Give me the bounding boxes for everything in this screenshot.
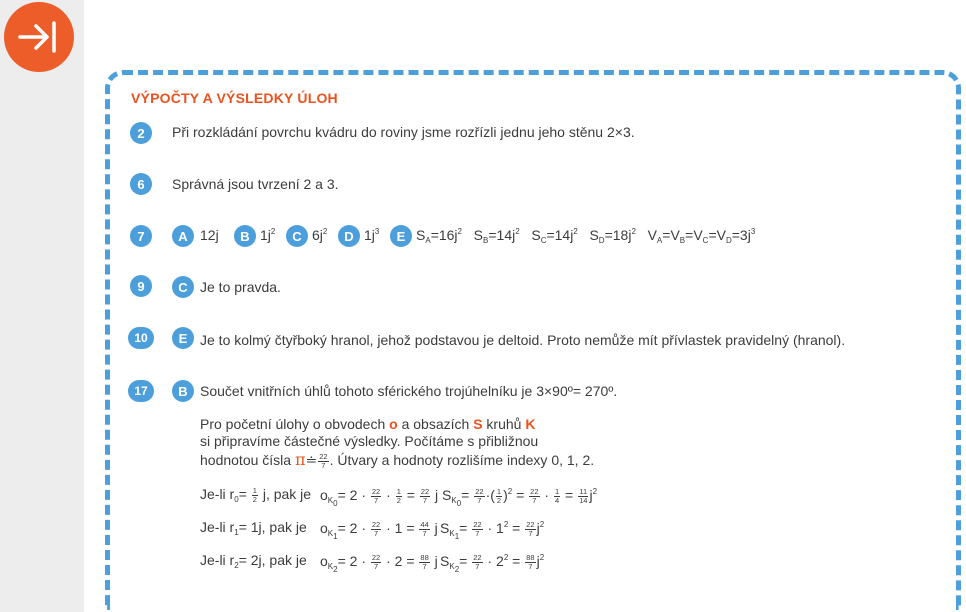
task-17-note-line3: hodnotou čísla π≐ $\frac{22}{7}$ . Útvary a hodnoty rozlišíme indexy 0, 1, 2. (200, 450, 595, 470)
task-9-letter-badge: C (172, 276, 194, 298)
circumference-k0: $o_{K_0}= 2$ · $\frac{22}{7}$ · $\frac{1}{2}$ = $\frac{22}{7}$ j (320, 486, 439, 508)
circumference-k1: $o_{K_1}= 2$ · $\frac{22}{7}$ · 1 = $\frac{44}{7}$ j (320, 519, 438, 541)
fraction-22-7: $\frac{22}{7}$ (319, 451, 328, 470)
task-number-7: 7 (130, 225, 152, 247)
circumference-k2: $o_{K_2}= 2$ · $\frac{22}{7}$ · 2 = $\frac{88}{7}$ j (320, 552, 438, 574)
left-rail (0, 0, 84, 612)
option-c-value: $6j^2$ (312, 227, 328, 243)
section-title: VÝPOČTY A VÝSLEDKY ÚLOH (131, 90, 338, 106)
option-e-value: $S_A=16j^2$ $S_B=14j^2$ $S_C=14j^2$ $S_D=18j^2$ $V_A=V_B=V_C=V_D=3j^3$ (416, 227, 756, 245)
task-17-answer: Součet vnitřních úhlů tohoto sférického trojúhelníku je 3×90º= 270º. (200, 383, 618, 399)
collapse-panel-button[interactable] (4, 2, 74, 72)
arrow-right-to-bar-icon (18, 20, 60, 54)
task-number-6: 6 (130, 173, 152, 195)
task-10-answer: Je to kolmý čtyřboký hranol, jehož podstavou je deltoid. Proto nemůže mít přívlastek pravidelný (hranol). (200, 332, 846, 348)
task-17-letter-badge: B (172, 380, 194, 402)
task-number-2: 2 (130, 122, 152, 144)
option-c-badge: C (286, 225, 308, 247)
task-9-answer: Je to pravda. (200, 279, 281, 295)
task-number-17: 17 (128, 380, 154, 402)
option-a-value: 12j (200, 227, 219, 243)
radius-row-1-label: Je-li $r_1= 1j$, pak je (200, 519, 307, 537)
option-d-value: $1j^3$ (364, 227, 380, 243)
option-b-badge: B (234, 225, 256, 247)
task-17-note-line2: si připravíme částečné výsledky. Počítáme s přibližnou (200, 433, 539, 449)
option-b-value: $1j^2$ (260, 227, 276, 243)
task-number-10: 10 (128, 327, 154, 349)
task-2-answer: Při rozkládání povrchu kvádru do roviny jsme rozřízli jednu jeho stěnu 2×3. (172, 124, 635, 140)
option-d-badge: D (338, 225, 360, 247)
area-k1: $S_{K_1}=$ $\frac{22}{7}$ · $1^2$ = $\frac{22}{7}$ $j^2$ (440, 519, 545, 541)
area-k0: $S_{K_0}=$ $\frac{22}{7}$ ·( $\frac{1}{2}$ )$^2$ = $\frac{22}{7}$ · $\frac{1}{4}$ = $\frac{11}{14}$ $j^2$ (442, 486, 598, 508)
task-number-9: 9 (130, 275, 152, 297)
option-e-badge: E (390, 225, 412, 247)
task-6-answer: Správná jsou tvrzení 2 a 3. (172, 176, 339, 192)
task-17-note-line1: Pro početní úlohy o obvodech o a obsazích S kruhů K (200, 416, 536, 432)
radius-row-2-label: Je-li $r_2= 2j$, pak je (200, 552, 307, 570)
radius-row-0-label: Je-li $r_0=$ $\frac{1}{2}$ j, pak je (200, 485, 312, 504)
area-k2: $S_{K_2}=$ $\frac{22}{7}$ · $2^2$ = $\frac{88}{7}$ $j^2$ (440, 552, 545, 574)
task-10-letter-badge: E (172, 327, 194, 349)
option-a-badge: A (172, 225, 194, 247)
